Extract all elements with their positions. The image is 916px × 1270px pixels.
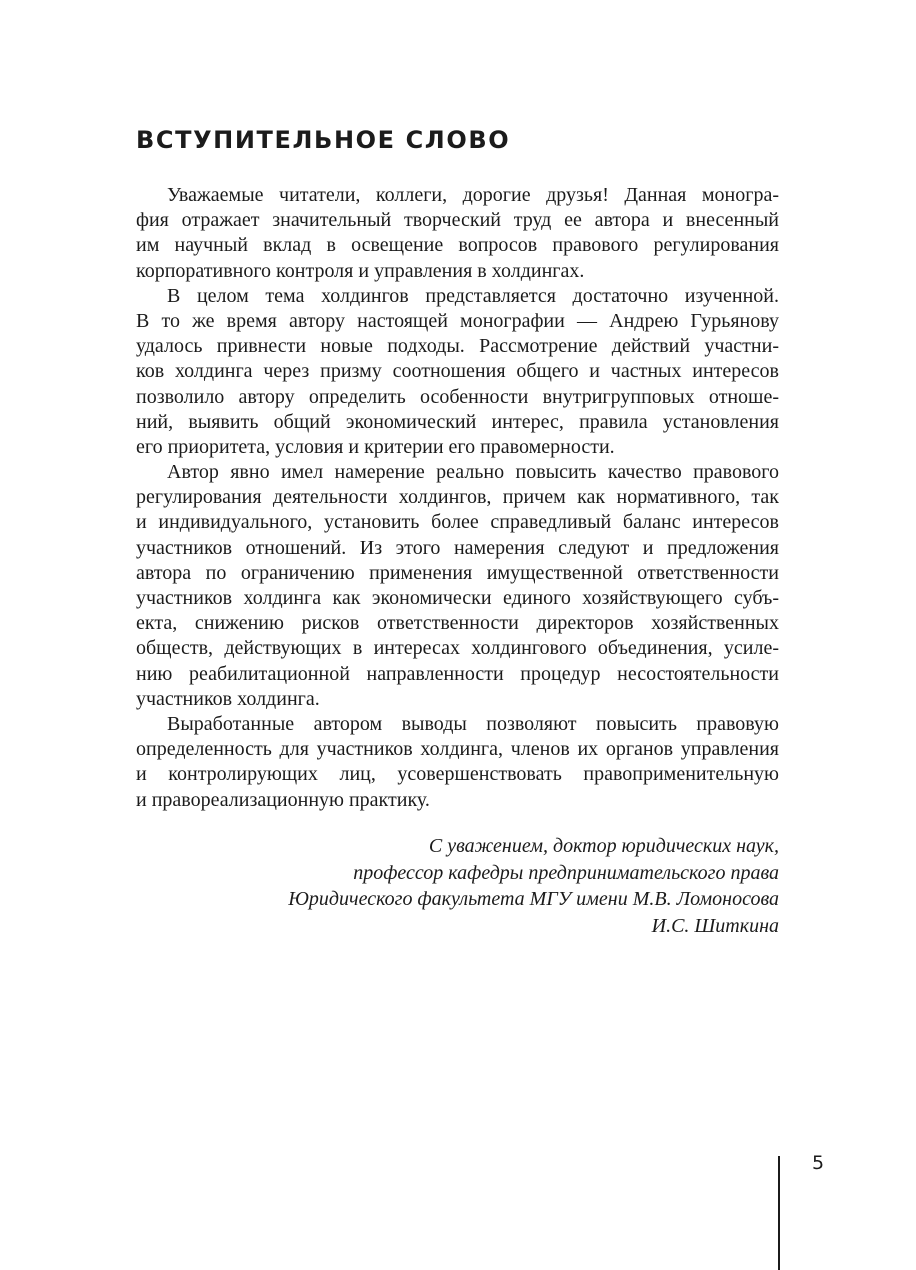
text-line: Автор явно имел намерение реально повысить качество правового	[167, 461, 779, 484]
chapter-heading: ВСТУПИТЕЛЬНОЕ СЛОВО	[136, 126, 511, 154]
text-line: корпоративного контроля и управления в холдингах.	[136, 259, 585, 282]
text-line: и правореализационную практику.	[136, 788, 430, 811]
paragraph-1	[136, 183, 779, 284]
text-line: удалось привнести новые подходы. Рассмотрение действий участни-	[136, 335, 779, 358]
text-line: определенность для участников холдинга, членов их органов управления	[136, 738, 779, 761]
text-line: фия отражает значительный творческий труд ее автора и внесенный	[136, 209, 779, 232]
page-number-rule	[778, 1156, 780, 1270]
text-line: екта, снижению рисков ответственности директоров хозяйственных	[136, 612, 779, 635]
body-text	[136, 183, 779, 813]
signature-author: И.С. Шиткина	[651, 914, 779, 937]
text-line: позволило автору определить особенности внутригрупповых отноше-	[136, 385, 779, 408]
text-line: и контролирующих лиц, усовершенствовать правоприменительную	[136, 763, 779, 786]
text-line: В целом тема холдингов представляется достаточно изученной.	[167, 284, 779, 307]
text-line: участников холдинга.	[136, 687, 320, 710]
text-line: и индивидуального, установить более справедливый баланс интересов	[136, 511, 779, 534]
text-line: им научный вклад в освещение вопросов правового регулирования	[136, 234, 779, 257]
text-line: обществ, действующих в интересах холдингового объединения, усиле-	[136, 637, 779, 660]
text-line: регулирования деятельности холдингов, причем как нормативного, так	[136, 486, 779, 509]
text-line: Уважаемые читатели, коллеги, дорогие друзья! Данная моногра-	[167, 184, 779, 206]
paragraph-4	[136, 712, 779, 813]
text-line: участников отношений. Из этого намерения следуют и предложения	[136, 536, 779, 559]
text-line: ний, выявить общий экономический интерес, правила установления	[136, 410, 779, 433]
signature-block	[288, 833, 779, 939]
paragraph-3	[136, 460, 779, 712]
text-line: В то же время автору настоящей монографии — Андрею Гурьянову	[136, 309, 779, 332]
text-line: его приоритета, условия и критерии его правомерности.	[136, 435, 615, 458]
signature-line: С уважением, доктор юридических наук,	[428, 835, 779, 857]
signature-line: Юридического факультета МГУ имени М.В. Ломоносова	[288, 888, 779, 910]
signature-line: профессор кафедры предпринимательского права	[353, 861, 779, 884]
text-line: ков холдинга через призму соотношения общего и частных интересов	[136, 360, 779, 383]
text-line: участников холдинга как экономически единого хозяйствующего субъ-	[136, 587, 779, 609]
text-line: нию реабилитационной направленности процедур несостоятельности	[136, 662, 779, 685]
page-number: 5	[812, 1152, 825, 1174]
paragraph-2	[136, 284, 779, 460]
text-line: автора по ограничению применения имущественной ответственности	[136, 561, 779, 584]
text-line: Выработанные автором выводы позволяют повысить правовую	[167, 712, 779, 735]
